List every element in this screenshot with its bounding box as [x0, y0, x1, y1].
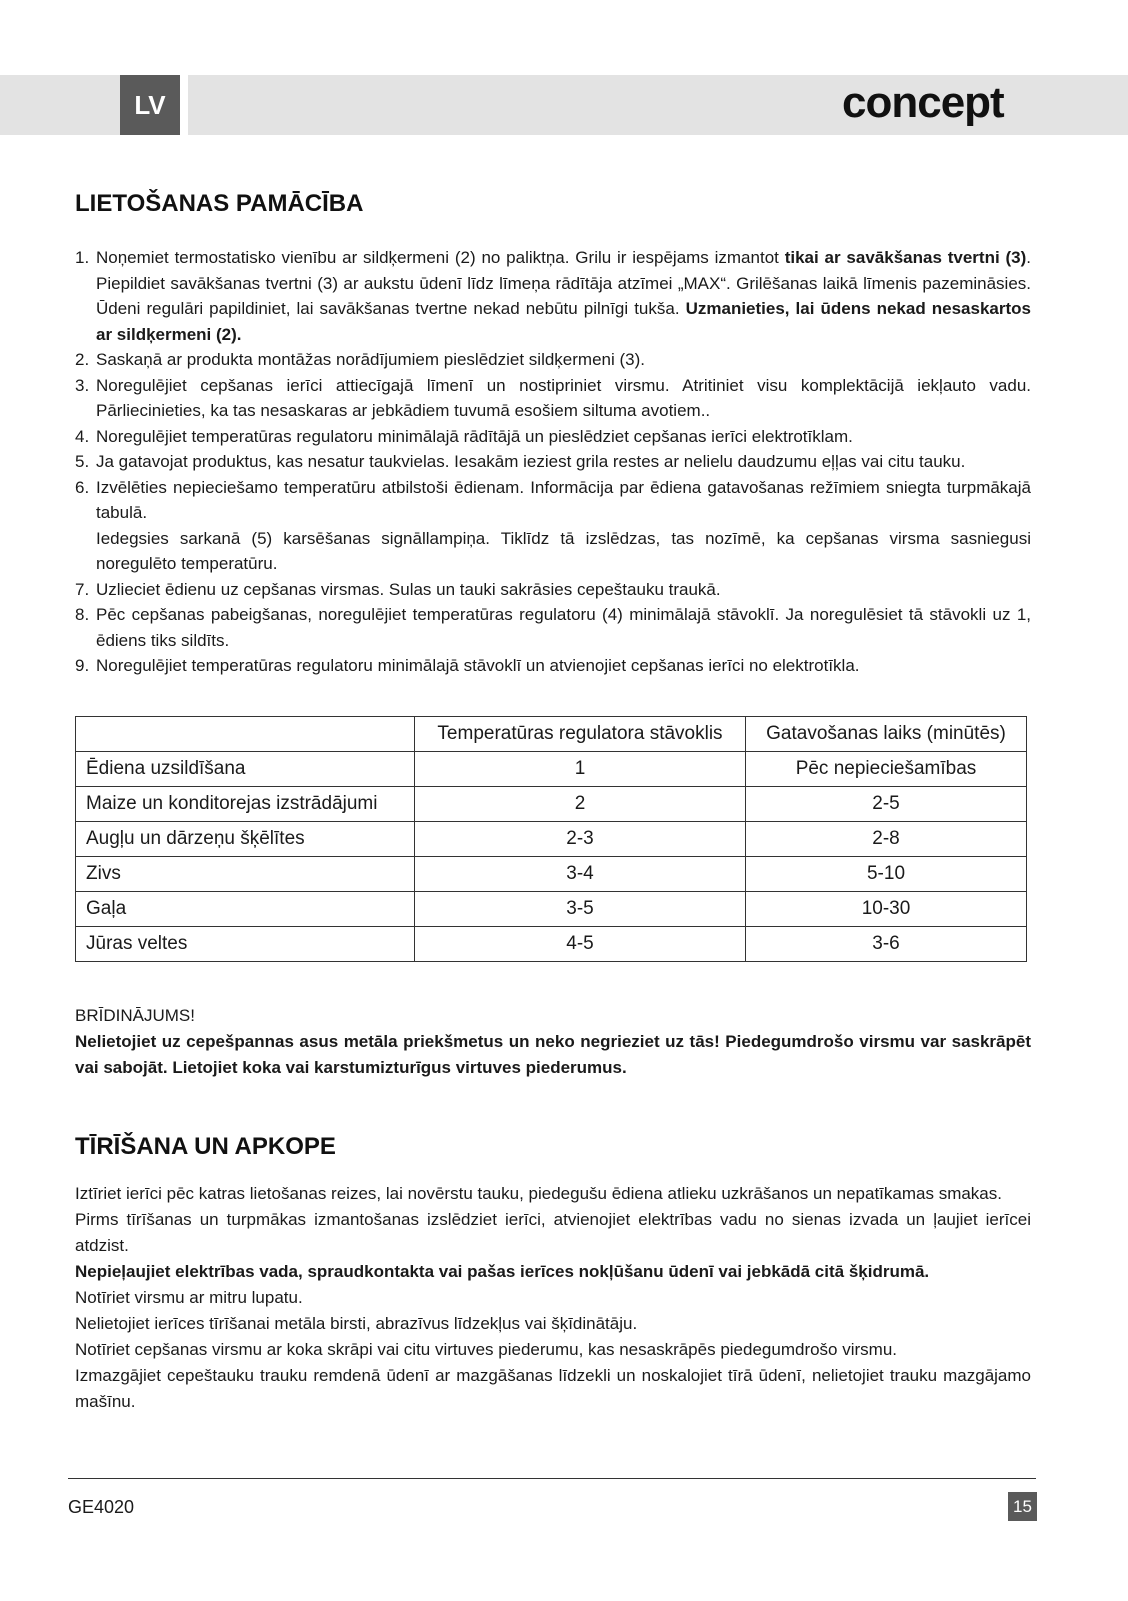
list-item: [75, 347, 1031, 373]
warning-block: [75, 1003, 1031, 1081]
step-text: Izvēlēties nepieciešamo temperatūru atbilstoši ēdienam. Informācija par ēdiena gatavošanas režīmiem sniegta turpmākajā tabulā.: [96, 477, 1031, 522]
step-text: Pēc cepšanas pabeigšanas, noregulējiet temperatūras regulatoru (4) minimālajā stāvoklī. Ja noregulēsiet tā stāvokli uz 1, ēdiens tiks sildīts.: [96, 605, 1031, 650]
table-cell: 1: [415, 752, 746, 787]
step-number: 2.: [75, 350, 90, 369]
table-row: [76, 857, 1027, 892]
model-number: GE4020: [68, 1497, 135, 1517]
table-cell: Zivs: [76, 857, 415, 892]
list-item: [75, 602, 1031, 653]
step-number: 3.: [75, 375, 90, 395]
step-text: Saskaņā ar produkta montāžas norādījumiem pieslēdziet sildķermeni (3).: [96, 350, 645, 369]
page-number: 15: [1008, 1492, 1037, 1521]
table-cell: Ēdiena uzsildīšana: [76, 752, 415, 787]
list-item: [75, 653, 1031, 679]
list-item: [75, 373, 1031, 424]
list-item: [75, 475, 1031, 577]
paragraph-bold: Nepieļaujiet elektrības vada, spraudkontakta vai pašas ierīces nokļūšanu ūdenī vai jebkādā citā šķidrumā.: [75, 1262, 930, 1281]
table-cell: Augļu un dārzeņu šķēlītes: [76, 822, 415, 857]
step-text: Ja gatavojat produktus, kas nesatur taukvielas. Iesakām ieziest grila restes ar nelielu daudzumu eļļas vai citu tauku.: [96, 452, 966, 471]
header-divider: [180, 75, 188, 135]
footer-divider: [68, 1478, 1036, 1479]
language-badge: LV: [120, 75, 180, 135]
table-cell: Maize un konditorejas izstrādājumi: [76, 787, 415, 822]
list-item: [75, 449, 1031, 475]
paragraph: Iztīriet ierīci pēc katras lietošanas reizes, lai novērstu tauku, piedegušu ēdiena atlieku uzkrāšanos un nepatīkamas smakas.: [75, 1184, 1002, 1203]
step-text: . Piepildiet savākšanas tvertni (3) ar aukstu ūdenī līdz līmeņa rādītāja atzīmei „MAX“. Grilēšanas laikā līmenis pazemināsies. Ūdeni regulāri papildiniet, lai savākšanas tvertne nekad nebūtu pilnīgi tukša.: [96, 248, 1032, 318]
table-row: [76, 787, 1027, 822]
step-number: 4.: [75, 426, 90, 446]
section-title-usage: LIETOŠANAS PAMĀCĪBA: [75, 190, 364, 217]
table-cell: 2: [415, 787, 746, 822]
paragraph: Pirms tīrīšanas un turpmākas izmantošanas izslēdziet ierīci, atvienojiet elektrības vadu no sienas izvada un ļaujiet ierīcei atdzist.: [75, 1210, 1031, 1255]
table-cell: Pēc nepieciešamības: [746, 752, 1027, 787]
paragraph: Notīriet virsmu ar mitru lupatu.: [75, 1288, 303, 1307]
table-row: [76, 752, 1027, 787]
table-cell: Gaļa: [76, 892, 415, 927]
list-item: [75, 245, 1031, 347]
step-text-bold: tikai ar savākšanas tvertni (3): [784, 248, 1027, 267]
table-cell: 3-6: [746, 927, 1027, 962]
step-text-bold: Uzmanieties, lai ūdens nekad nesaskartos ar sildķermeni (2).: [96, 299, 1031, 344]
step-number: 6.: [75, 477, 90, 497]
step-number: 1.: [75, 248, 90, 267]
table-cell: 3-4: [415, 857, 746, 892]
warning-text: Nelietojiet uz cepešpannas asus metāla priekšmetus un neko negrieziet uz tās! Piedegumdrošo virsmu var saskrāpēt vai sabojāt. Lietojiet koka vai karstumizturīgus virtuves piederumus.: [75, 1032, 1031, 1077]
cooking-table: [75, 716, 1027, 962]
table-cell: 2-5: [746, 787, 1027, 822]
step-text: Noregulējiet temperatūras regulatoru minimālajā stāvoklī un atvienojiet cepšanas ierīci no elektrotīkla.: [96, 656, 860, 675]
paragraph: Notīriet cepšanas virsmu ar koka skrāpi vai citu virtuves piederumu, kas nesaskrāpēs piedegumdrošo virsmu.: [75, 1340, 898, 1359]
brand-logo: concept: [842, 78, 1004, 127]
paragraph: Nelietojiet ierīces tīrīšanai metāla birsti, abrazīvus līdzekļus vai šķīdinātāju.: [75, 1314, 638, 1333]
step-number: 7.: [75, 579, 90, 599]
step-number: 5.: [75, 452, 90, 471]
table-header-cell: [76, 717, 415, 752]
step-text: Noņemiet termostatisko vienību ar sildķermeni (2) no paliktņa. Grilu ir iespējams izmantot: [96, 248, 785, 267]
table-cell: Jūras veltes: [76, 927, 415, 962]
step-number: 9.: [75, 656, 90, 675]
table-header-cell: Gatavošanas laiks (minūtēs): [746, 717, 1027, 752]
section-title-cleaning: TĪRĪŠANA UN APKOPE: [75, 1133, 336, 1160]
table-cell: 4-5: [415, 927, 746, 962]
table-cell: 5-10: [746, 857, 1027, 892]
usage-steps-list: [75, 245, 1031, 679]
table-cell: 2-8: [746, 822, 1027, 857]
table-header-cell: Temperatūras regulatora stāvoklis: [415, 717, 746, 752]
step-text: Noregulējiet cepšanas ierīci attiecīgajā līmenī un nostipriniet virsmu. Atritiniet visu komplektācijā iekļauto vadu. Pārliecinieties, ka tas nesaskaras ar jebkādiem tuvumā esošiem siltuma avotiem..: [96, 375, 1031, 420]
table-cell: 2-3: [415, 822, 746, 857]
table-row: [76, 927, 1027, 962]
paragraph: Izmazgājiet cepeštauku trauku remdenā ūdenī ar mazgāšanas līdzekli un noskalojiet tīrā ūdenī, nelietojiet trauku mazgājamo mašīnu.: [75, 1366, 1031, 1411]
step-text: Uzlieciet ēdienu uz cepšanas virsmas. Sulas un tauki sakrāsies cepeštauku traukā.: [96, 579, 721, 599]
cleaning-text: [75, 1181, 1031, 1415]
table-header-row: [76, 717, 1027, 752]
list-item: [75, 577, 1031, 603]
table-cell: 3-5: [415, 892, 746, 927]
step-text: Noregulējiet temperatūras regulatoru minimālajā rādītājā un pieslēdziet cepšanas ierīci elektrotīklam.: [96, 426, 853, 446]
warning-title: BRĪDINĀJUMS!: [75, 1006, 195, 1025]
table-cell: 10-30: [746, 892, 1027, 927]
list-item: [75, 424, 1031, 450]
step-subtext: Iedegsies sarkanā (5) karsēšanas signāllampiņa. Tiklīdz tā izslēdzas, tas nozīmē, ka cepšanas virsma sasniegusi noregulēto temperatūru.: [96, 528, 1031, 573]
table-row: [76, 822, 1027, 857]
step-number: 8.: [75, 605, 90, 624]
table-row: [76, 892, 1027, 927]
